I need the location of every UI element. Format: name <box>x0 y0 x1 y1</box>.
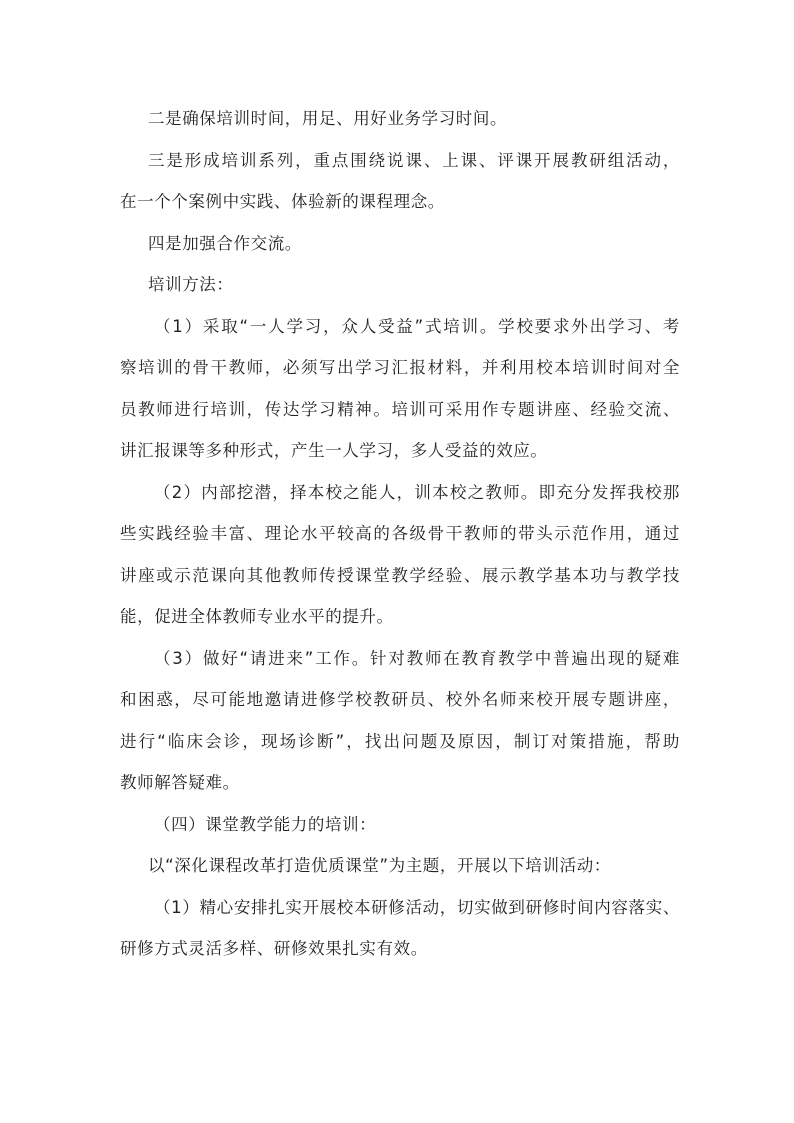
text-line: 培训方法： <box>148 275 234 294</box>
text-line: 二是确保培训时间，用足、用好业务学习时间。 <box>148 109 508 128</box>
text-line: （1）采取“一人学习，众人受益”式培训。学校要求外出学习、考 <box>154 317 680 336</box>
text-line: 教师解答疑难。 <box>120 773 240 792</box>
text-line: （3）做好“请进来”工作。针对教师在教育教学中普遍出现的疑难 <box>154 649 680 668</box>
text-line: 三是形成培训系列，重点围绕说课、上课、评课开展教研组活动， <box>148 151 680 170</box>
text-line: 进行“临床会诊，现场诊断”，找出问题及原因，制订对策措施，帮助 <box>120 732 680 751</box>
text-line: 研修方式灵活多样、研修效果扎实有效。 <box>120 939 428 958</box>
text-line: 和困惑，尽可能地邀请进修学校教研员、校外名师来校开展专题讲座， <box>120 690 680 709</box>
text-line: 在一个个案例中实践、体验新的课程理念。 <box>120 192 445 211</box>
text-line: 些实践经验丰富、理论水平较高的各级骨干教师的带头示范作用，通过 <box>120 524 680 543</box>
text-line: 员教师进行培训，传达学习精神。培训可采用作专题讲座、经验交流、 <box>120 400 680 419</box>
section-heading: （四）课堂教学能力的培训： <box>154 815 377 834</box>
text-line: 讲座或示范课向其他教师传授课堂教学经验、展示教学基本功与教学技 <box>120 566 680 585</box>
text-line: 以“深化课程改革打造优质课堂”为主题，开展以下培训活动： <box>148 856 611 875</box>
text-line: 能，促进全体教师专业水平的提升。 <box>120 607 394 626</box>
text-line: 讲汇报课等多种形式，产生一人学习，多人受益的效应。 <box>120 441 548 460</box>
text-line: 四是加强合作交流。 <box>148 234 302 253</box>
text-line: （2）内部挖潜，择本校之能人，训本校之教师。即充分发挥我校那 <box>154 483 680 502</box>
text-line: （1）精心安排扎实开展校本研修活动，切实做到研修时间内容落实、 <box>154 898 680 917</box>
text-line: 察培训的骨干教师，必须写出学习汇报材料，并利用校本培训时间对全 <box>120 358 680 377</box>
